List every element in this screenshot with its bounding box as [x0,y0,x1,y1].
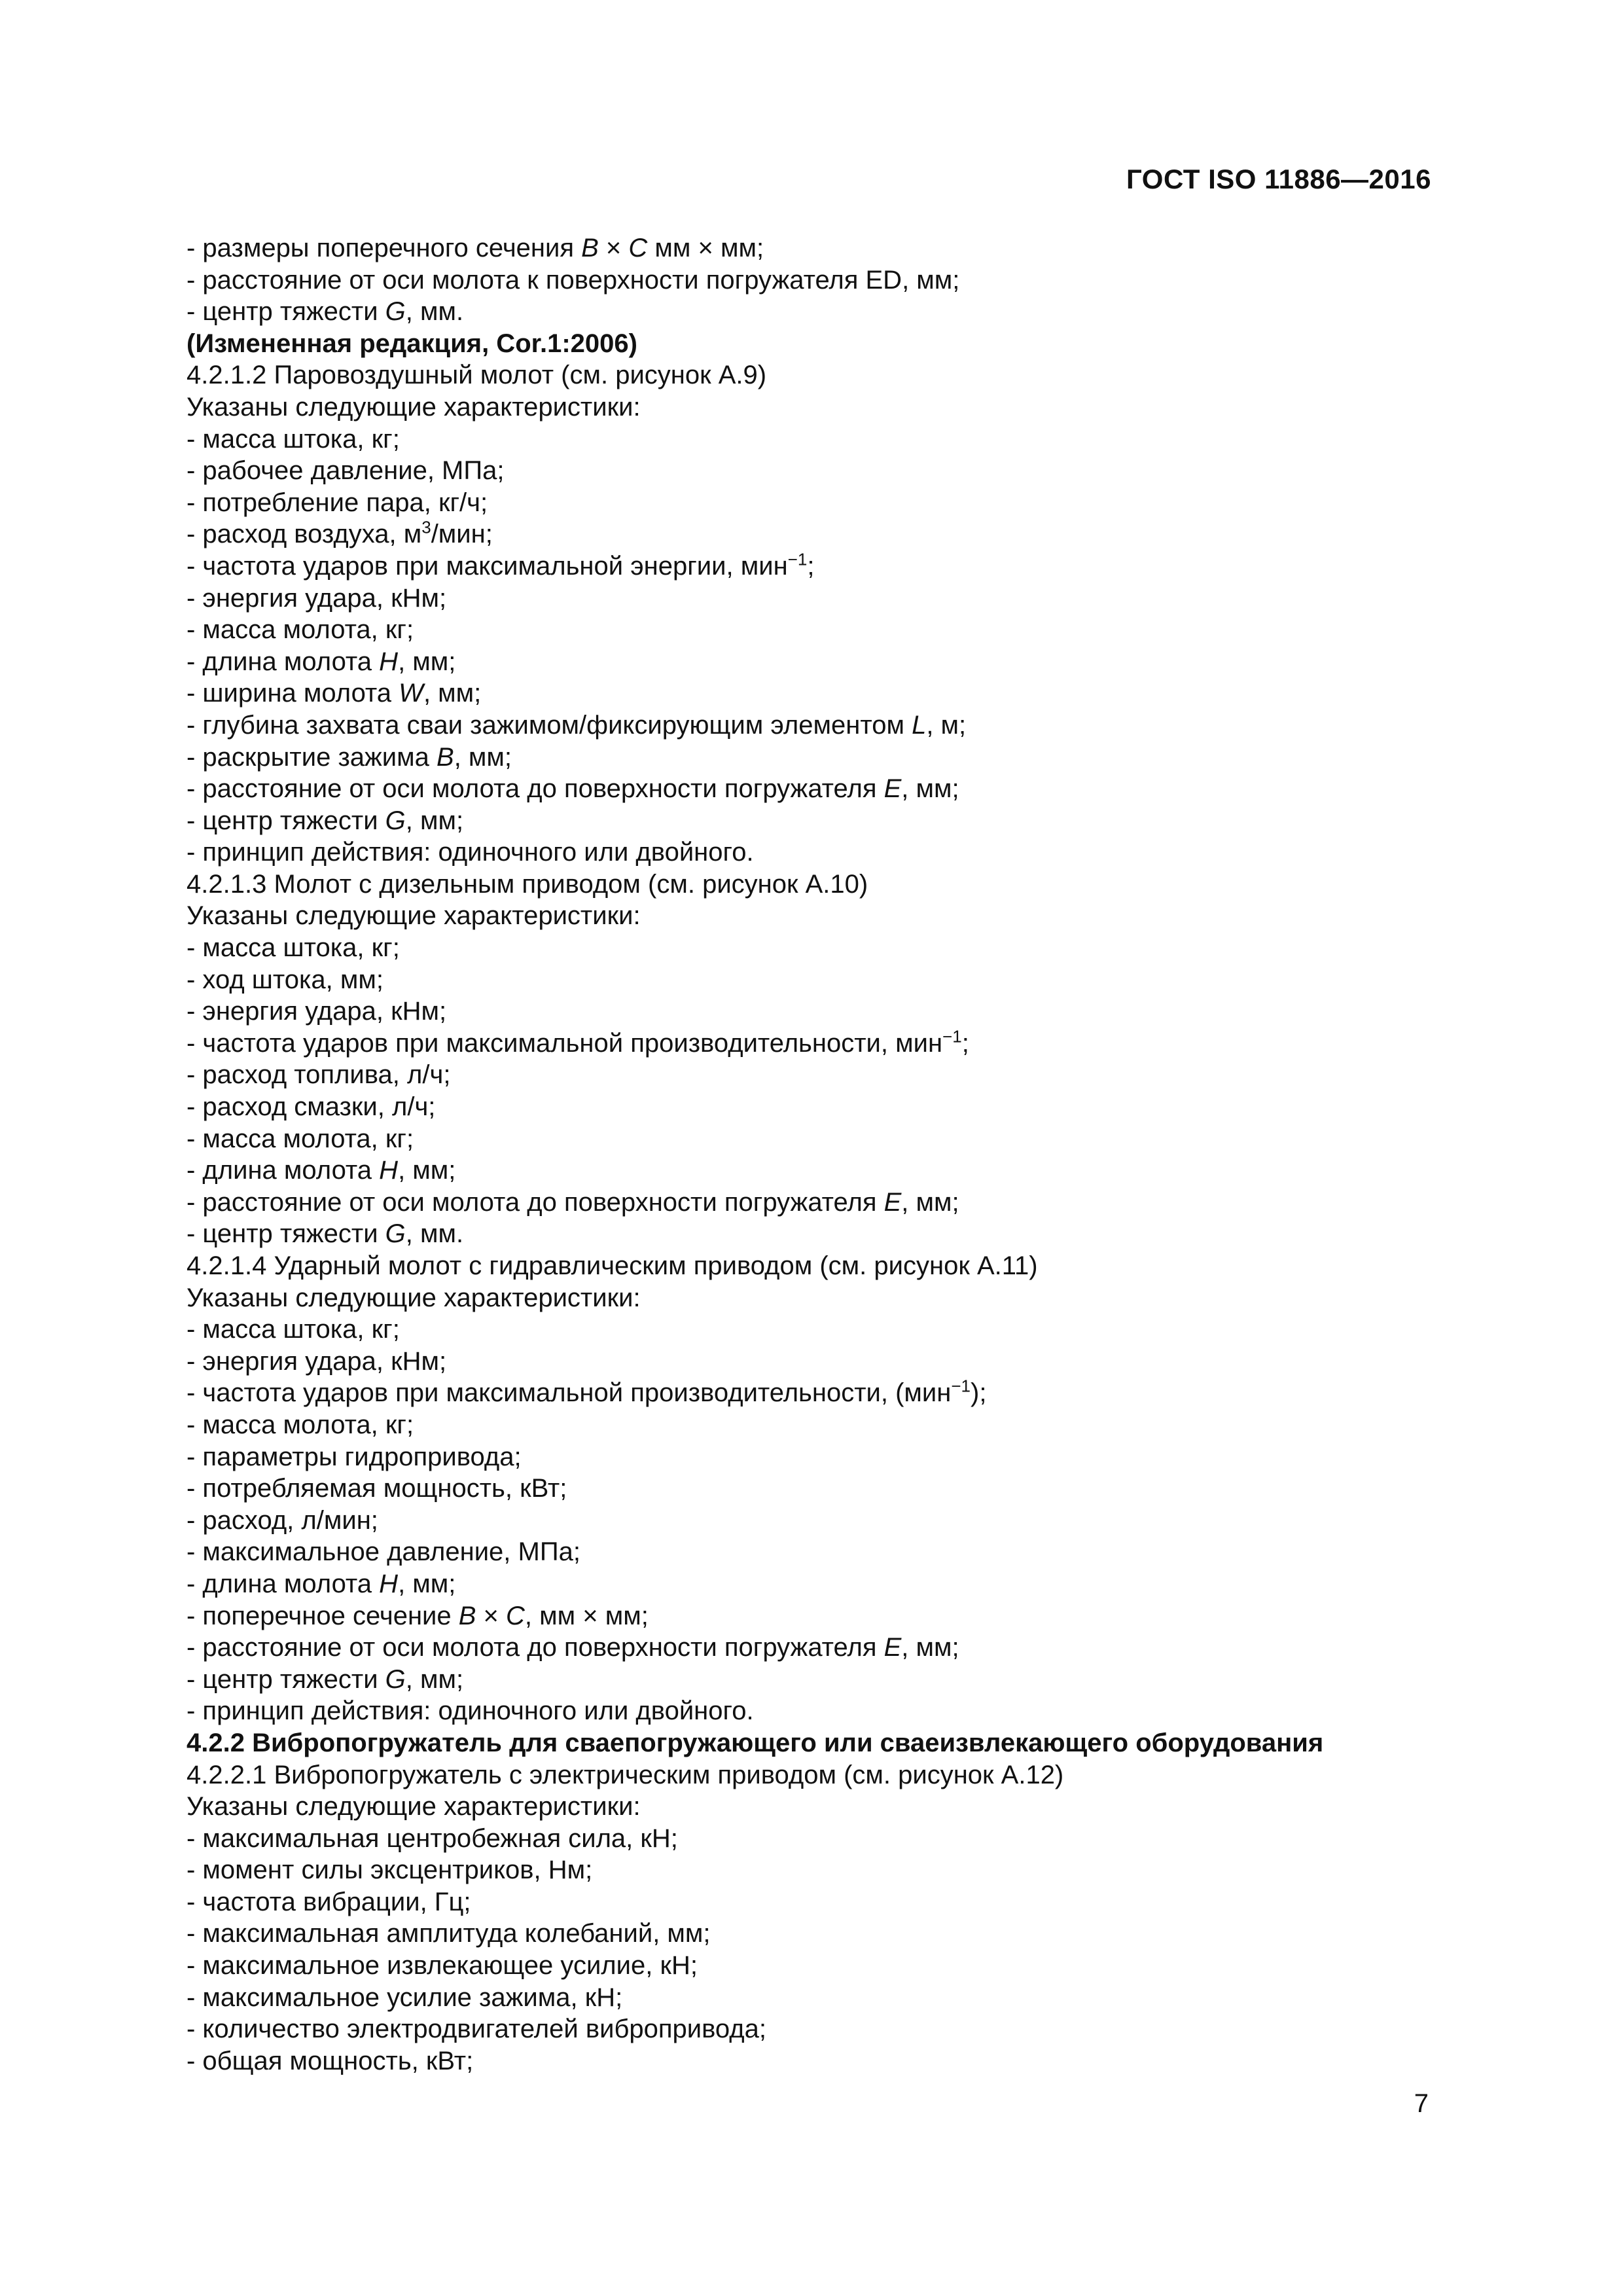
text-line: - раскрытие зажима B, мм; [187,742,512,772]
text-line: - расстояние от оси молота до поверхности погружателя E, мм; [187,774,959,804]
text-line: - длина молота H, мм; [187,1569,456,1598]
text-line: Указаны следующие характеристики: [187,1283,641,1312]
text-line: - расход топлива, л/ч; [187,1060,451,1090]
text-line: 4.2.1.3 Молот с дизельным приводом (см. рисунок А.10) [187,869,868,899]
text-line: - энергия удара, кНм; [187,583,447,613]
text-line: - максимальная центробежная сила, кН; [187,1823,678,1853]
section-heading: (Измененная редакция, Cor.1:2006) [187,329,637,358]
text-line: - поперечное сечение B × C, мм × мм; [187,1601,649,1630]
text-line: - рабочее давление, МПа; [187,456,505,486]
text-line: - масса штока, кг; [187,424,400,454]
text-line: - количество электродвигателей вибропривода; [187,2015,766,2044]
text-line: - ширина молота W, мм; [187,679,482,708]
text-line: - глубина захвата сваи зажимом/фиксирующим элементом L, м; [187,710,967,740]
text-line: 4.2.1.4 Ударный молот с гидравлическим приводом (см. рисунок А.11) [187,1251,1038,1280]
text-line: - потребление пара, кг/ч; [187,488,488,517]
section-heading: 4.2.2 Вибропогружатель для сваепогружающего или сваеизвлекающего оборудования [187,1728,1324,1757]
text-line: - энергия удара, кНм; [187,1346,447,1376]
text-line: - расход, л/мин; [187,1505,378,1535]
text-line: - принцип действия: одиночного или двойного. [187,1696,754,1726]
text-line: - частота ударов при максимальной производительности, (мин$^{-1}$); [187,1376,987,1408]
text-line: - максимальное давление, МПа; [187,1537,580,1567]
text-line: - энергия удара, кНм; [187,997,447,1026]
text-line: - потребляемая мощность, кВт; [187,1474,567,1503]
text-line: - масса молота, кг; [187,1410,414,1439]
text-line: - принцип действия: одиночного или двойного. [187,838,754,867]
text-line: - масса штока, кг; [187,933,400,963]
text-line: - частота вибрации, Гц; [187,1887,471,1916]
text-line: Указаны следующие характеристики: [187,392,641,422]
text-line: 4.2.2.1 Вибропогружатель с электрическим приводом (см. рисунок А.12) [187,1760,1064,1789]
text-line: - частота ударов при максимальной производительности, мин$^{-1}$; [187,1026,969,1058]
text-line: - центр тяжести G, мм. [187,1219,464,1249]
text-line: - расход смазки, л/ч; [187,1092,436,1122]
text-line: - расстояние от оси молота до поверхности погружателя E, мм; [187,1187,959,1217]
text-line: - ход штока, мм; [187,965,383,994]
text-line: - длина молота H, мм; [187,1156,456,1185]
text-line: - максимальная амплитуда колебаний, мм; [187,1919,711,1948]
text-line: - момент силы эксцентриков, Нм; [187,1856,593,1885]
text-line: - центр тяжести G, мм. [187,297,464,327]
text-line: - максимальное извлекающее усилие, кН; [187,1951,698,1981]
document-header: ГОСТ ISO 11886—2016 [1126,164,1431,194]
text-line: - центр тяжести G, мм; [187,806,464,835]
text-line: - длина молота H, мм; [187,647,456,676]
text-line: - масса молота, кг; [187,615,414,645]
text-line: - размеры поперечного сечения B × C мм × мм; [187,234,764,262]
text-line: - масса штока, кг; [187,1315,400,1344]
text-line: - максимальное усилие зажима, кН; [187,1982,623,2012]
body-text [187,232,1450,2077]
text-line: - расход воздуха, $м^3$/мин; [187,518,493,549]
text-line: 4.2.1.2 Паровоздушный молот (см. рисунок А.9) [187,361,767,390]
text-line: Указаны следующие характеристики: [187,1792,641,1821]
text-line: - расстояние от оси молота до поверхности погружателя E, мм; [187,1633,959,1662]
text-line: - параметры гидропривода; [187,1442,522,1471]
text-line: - масса молота, кг; [187,1124,414,1153]
text-line: - расстояние от оси молота к поверхности погружателя ED, мм; [187,265,960,295]
text-line: Указаны следующие характеристики: [187,901,641,931]
text-line: - центр тяжести G, мм; [187,1664,464,1694]
page-number: 7 [1414,2089,1429,2118]
text-line: - общая мощность, кВт; [187,2046,474,2075]
text-line: - частота ударов при максимальной энергии, мин$^{-1}$; [187,549,815,581]
